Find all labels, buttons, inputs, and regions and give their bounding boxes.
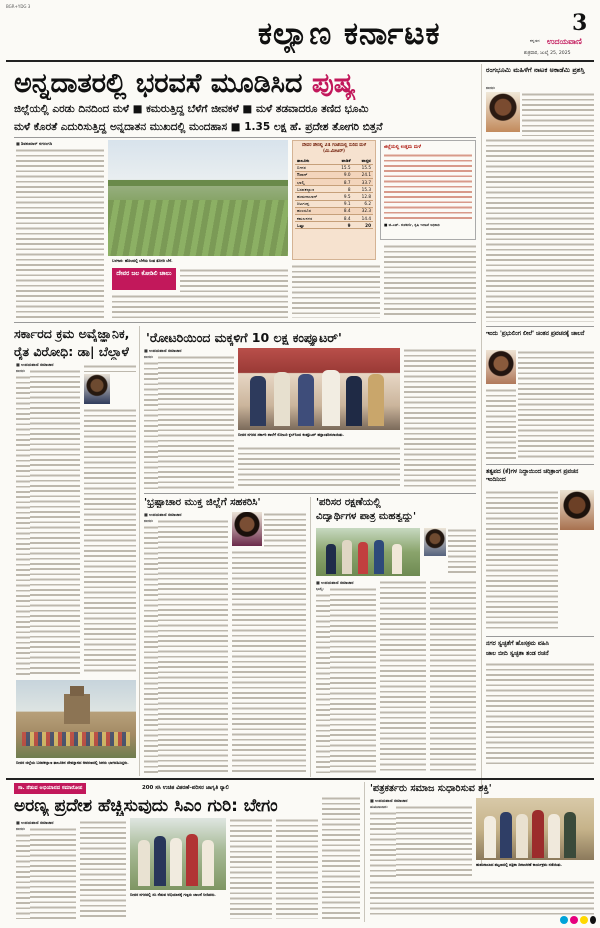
sahitya-body	[518, 350, 594, 460]
registration-mark-black	[590, 916, 596, 924]
ranga-portrait	[486, 92, 520, 132]
side-note-credit: ■ ಜಿ.ಎಚ್. ಕುಳಕರ್ಣಿ, ಕೃಷಿ ಇಲಾಖೆ ಅಧಿಕಾರಿ	[384, 223, 440, 227]
aranya-body-2	[80, 820, 126, 919]
bhrashta-portrait	[232, 512, 262, 546]
sarkar-headline-1: ಸರ್ಕಾರದ ಕ್ರಮ ಅವೈಜ್ಞಾನಿಕ,	[14, 326, 130, 341]
sarkar-body-1	[30, 369, 80, 675]
side-note-title: ಜಿಲ್ಲೆಯಲ್ಲಿ ಉತ್ತಮ ಮಳೆ	[384, 145, 421, 150]
bhrashta-rule	[310, 497, 311, 777]
samaja-body-2	[370, 880, 594, 918]
sahitya-portrait	[486, 350, 516, 384]
table-row-total: ಒಟ್ಟು 9 20	[297, 222, 371, 228]
registration-mark-cyan	[560, 916, 568, 924]
samaja-body-1	[396, 805, 472, 877]
lead-rule	[14, 137, 476, 138]
samaja-byline: ■ ಉದಯವಾಣಿ ಸಮಾಚಾರ	[370, 798, 408, 803]
samaja-photo	[476, 798, 594, 860]
aranya-place: ಬೀದರ:	[16, 827, 26, 831]
registration-mark-yellow	[580, 916, 588, 924]
page-number: 3	[572, 10, 588, 36]
lead-byline: ■ ಶಿವಕುಮಾರ್ ನಗರಂಗಡಿ	[16, 141, 52, 146]
parisara-place: ಭಾಲ್ಕಿ:	[316, 587, 324, 591]
parisara-headline-2: ವಿದ್ಯಾರ್ಥಿಗಳ ಪಾತ್ರ ಮಹತ್ವದ್ದು'	[316, 511, 417, 522]
ranga-place: ಬೀದರ:	[486, 86, 496, 90]
tatvapada-headline: ತತ್ವಪದ (ಕೆ)ಗಳ ನಿದ್ದಾಯಿಂದ ಚರಿತ್ರಾಂಗ ಪ್ರವಚನ ಇಂದಿನಿಂದ	[486, 469, 579, 483]
lead-body-col3	[292, 264, 380, 318]
bhrashta-body-1	[158, 519, 228, 773]
parisara-headline-1: 'ಪರಿಸರ ರಕ್ಷಣೆಯಲ್ಲಿ	[316, 497, 381, 508]
aranya-byline: ■ ಉದಯವಾಣಿ ಸಮಾಚಾರ	[16, 820, 54, 825]
samaja-place: ಹುಮನಾಬಾದ:	[370, 805, 388, 809]
ranga-headline: ರಂಗಭೂಮಿ ಮಹಿಳೆಗೆ ನಾಟಕ ಅಕಾಡೆಮಿ ಪ್ರಶಸ್ತಿ	[486, 66, 585, 74]
tatvapada-portrait	[560, 490, 594, 530]
aranya-rule	[364, 782, 365, 922]
parisara-byline: ■ ಉದಯವಾಣಿ ಸಮಾಚಾರ	[316, 580, 354, 585]
table-row: ಕಮಲನಗರ 8.4 14.4	[297, 215, 371, 221]
samaja-headline: 'ಪತ್ರಕರ್ತರು ಸಮಾಜ ಸುಧಾರಿಸುವ ಶಕ್ತಿ'	[370, 783, 492, 794]
parisara-body-3	[430, 580, 476, 773]
side-note-body	[384, 153, 472, 219]
aranya-body-3	[230, 818, 272, 919]
table-row: ಔರಾದ್ 9.0 24.1	[297, 172, 371, 178]
bhrashta-headline: 'ಭ್ರಷ್ಟಾಚಾರ ಮುಕ್ತ ಜಿಲ್ಲೆಗೆ ಸಹಕರಿಸಿ'	[144, 497, 261, 508]
sarkar-rule	[139, 326, 140, 776]
lead-bottom-rule	[14, 322, 476, 323]
samaja-body-1b	[370, 811, 396, 877]
paper-name: ಉದಯವಾಣಿ	[547, 37, 582, 46]
edition-code: BGR+YDG 3	[6, 4, 31, 9]
sarkar-place: ಬೀದರ:	[16, 369, 26, 373]
right-col-rule	[481, 64, 482, 864]
rotary-headline: 'ರೋಟರಿಯಿಂದ ಮಕ್ಕಳಿಗೆ 10 ಲಕ್ಷ ಕಂಪ್ಯೂಟರ್'	[146, 330, 342, 345]
lead-headline-accent: ಪುಷ್ಯ	[311, 68, 356, 99]
table-row: ಹುಮನಾಬಾದ್ 9.5 12.8	[297, 194, 371, 200]
section-title: ಕಲ್ಯಾಣ ಕರ್ನಾಟಕ	[258, 16, 441, 52]
lead-body-col4	[384, 244, 476, 318]
sarkar-headline-2: ರೈತ ವಿರೋಧಿ: ಡಾ| ಬೆಲ್ದಾಳೆ	[14, 344, 129, 359]
lead-body-col1	[16, 148, 104, 318]
bhrashta-body-2	[232, 550, 306, 773]
parisara-body-1b	[316, 593, 330, 773]
parisara-photo	[316, 528, 420, 576]
aranya-headline: ಅರಣ್ಯ ಪ್ರದೇಶ ಹೆಚ್ಚಿಸುವುದು ಸಿಎಂ ಗುರಿ: ಬೇಗಂ	[14, 796, 278, 816]
aranya-photo	[130, 818, 226, 890]
table-row: ಭಾಲ್ಕಿ 8.7 33.7	[297, 179, 371, 185]
sahitya-headline: ಇಂದು 'ಪ್ರಭುಲಿಂಗ ಲೀಲೆ' ಚಿಂತನ ಪ್ರವಚನಕ್ಕೆ ಚಾಲನೆ	[486, 331, 585, 337]
aranya-kicker-left: ಸಾ. ನೆಡುವ ಅಭಿಯಾನದ ಸಮಾರೋಪ	[14, 783, 86, 794]
registration-mark-magenta	[570, 916, 578, 924]
table-row: ಬೀದರ 15.5 15.5	[297, 165, 371, 171]
ranga-rule	[486, 326, 594, 327]
bhrashta-body-1b	[144, 525, 158, 773]
sahitya-body-2	[486, 388, 516, 460]
aranya-body-5	[322, 796, 360, 919]
lead-subhead-2: ಮಳೆ ಕೊರತೆ ಎದುರಿಸುತ್ತಿದ್ದ ಅನ್ನದಾತನ ಮುಖದಲ್ಲಿ ಮಂದಹಾಸ ■ 1.35 ಲಕ್ಷ ಹೆ. ಪ್ರದೇಶ ತೋಗರಿ ಬಿತ್ತನೆ	[14, 121, 383, 133]
sidebar-label: ದೇವರ ಜಲ ಕೋಡಿಲಿ ಚಾಲು	[112, 268, 176, 290]
crop-photo-caption: ಬಳಗಾರ: ಹೊಲದಲ್ಲಿ ಬೆಳೆದು ನಿಂತ ತೊಗರಿ ಬೆಳೆ.	[112, 258, 173, 263]
bhrashta-place: ಬೀದರ:	[144, 519, 154, 523]
side-note-box	[380, 140, 476, 240]
ranga-body	[522, 92, 594, 136]
date-line: ಶುಕ್ರವಾರ, ಜುಲೈ 25, 2025	[524, 51, 571, 56]
paper-label: ಕನ್ನಡದ	[530, 38, 540, 43]
rotary-body-3	[404, 348, 476, 489]
rain-table-header	[295, 157, 373, 164]
sarkar-body-1b	[16, 375, 30, 675]
table-row: ಚಿಟಗುಪ್ಪ 9.1 6.2	[297, 201, 371, 207]
rain-table-box	[292, 140, 376, 260]
lead-subhead-1: ಜಿಲ್ಲೆಯಲ್ಲಿ ಎರಡು ದಿನದಿಂದ ಮಳೆ ■ ಕಮರುತ್ತಿದ್ದ ಬೆಳೆಗೆ ಜೀವಕಳೆ ■ ಮಳೆ ತಡವಾದರೂ ತಣಿದ ಭೂಮಿ	[14, 103, 369, 115]
samaja-photo-caption: ಹುಮನಾಬಾದ ಪಟ್ಟಣದಲ್ಲಿ ಪತ್ರಿಕಾ ದಿನಾಚರಣೆ ಕಾರ್ಯಕ್ರಮ ನಡೆಯಿತು.	[476, 862, 563, 867]
temple-photo-caption: ಬೀದರ ಜಿಲ್ಲೆಯ ಬಸವಕಲ್ಯಾಣ ತಾಲೂಕಿನ ದೇವಸ್ಥಾನದ ಆವರಣದಲ್ಲಿ ಜನರು ಭಾಗವಹಿಸಿದ್ದರು.	[16, 760, 129, 765]
bhrashta-byline: ■ ಉದಯವಾಣಿ ಸಮಾಚಾರ	[144, 512, 182, 517]
table-row: ಹುಲಸೂರ 8.4 32.3	[297, 208, 371, 214]
aranya-kicker-right: 200 ಸಸಿ ಉಚಿತ ವಿತರಣೆ–ಪರಿಸರ ಜಾಗೃತಿ ರ‍್ಯಾಲಿ	[142, 785, 229, 791]
swachh-subhead: ಜಾಲ ಬೀದಿ ಸ್ವಚ್ಛತಾ ತಂಡ ರಚನೆ	[486, 650, 549, 657]
sarkar-portrait	[84, 374, 110, 404]
bottom-band-rule	[6, 778, 594, 780]
parisara-body-2	[380, 580, 426, 773]
sahitya-rule	[486, 464, 594, 465]
rotary-rule	[144, 493, 476, 494]
lead-headline	[14, 68, 356, 100]
rain-table-title: ದೇವರ ಡೇನಲ್ಲಿ 24 ಗಂಟೆಯಲ್ಲಿ ಸುರಿದ ಮಳೆ (ಮಿ.ಮೀಟರ್)	[301, 143, 367, 154]
swachh-body	[486, 662, 594, 766]
sarkar-body-2	[84, 408, 136, 675]
crop-field-photo	[108, 140, 288, 256]
ranga-body-2	[486, 138, 594, 322]
rain-col-normal: ವಾಡಿಕೆ	[332, 157, 352, 164]
rotary-body-2	[238, 446, 400, 489]
tatvapada-rule	[486, 636, 594, 637]
bhrashta-body-3	[264, 512, 306, 548]
parisara-body-1	[330, 587, 376, 773]
masthead-rule	[6, 60, 594, 62]
rain-col-taluk: ತಾಲೂಕು	[295, 157, 332, 164]
rain-table	[295, 157, 373, 229]
parisara-quote	[448, 528, 476, 576]
rotary-body-1	[158, 355, 234, 489]
temple-photo	[16, 680, 136, 758]
lead-body-col5	[112, 294, 288, 318]
swachh-headline: ನಗರ ಸ್ವಚ್ಛತೆಗೆ ಹೊಸಕ್ರಮ ವಹಿಸಿ	[486, 640, 549, 647]
lead-headline-main: ಅನ್ನದಾತರಲ್ಲಿ ಭರವಸೆ ಮೂಡಿಸಿದ	[14, 68, 303, 99]
rain-col-actual: ವಾಸ್ತವ	[353, 157, 373, 164]
aranya-body-1	[30, 827, 76, 919]
rotary-photo-caption: ಬೀದರ ನಗರದ ಸರ್ಕಾರಿ ಶಾಲೆಗೆ ರೋಟರಿ ಕ್ಲಬ್‌ನಿಂದ ಕಂಪ್ಯೂಟರ್ ಹಸ್ತಾಂತರಿಸಲಾಯಿತು.	[238, 432, 344, 437]
tatvapada-body	[486, 490, 558, 630]
table-row: ಬಸವಕಲ್ಯಾಣ 8 15.3	[297, 186, 371, 192]
rotary-byline: ■ ಉದಯವಾಣಿ ಸಮಾಚಾರ	[144, 348, 182, 353]
rotary-place: ಬೀದರ:	[144, 355, 154, 359]
parisara-portrait	[424, 528, 446, 556]
aranya-photo-caption: ಬೀದರ ನಗರದಲ್ಲಿ ಸಸಿ ನೆಡುವ ಅಭಿಯಾನಕ್ಕೆ ಗಣ್ಯರು ಚಾಲನೆ ನೀಡಿದರು.	[130, 892, 216, 897]
sarkar-byline: ■ ಉದಯವಾಣಿ ಸಮಾಚಾರ	[16, 362, 54, 367]
rotary-photo	[238, 348, 400, 430]
sarkar-quote	[84, 364, 136, 372]
rotary-body-1b	[144, 361, 158, 489]
aranya-body-1b	[16, 833, 30, 919]
aranya-body-4	[276, 818, 318, 919]
